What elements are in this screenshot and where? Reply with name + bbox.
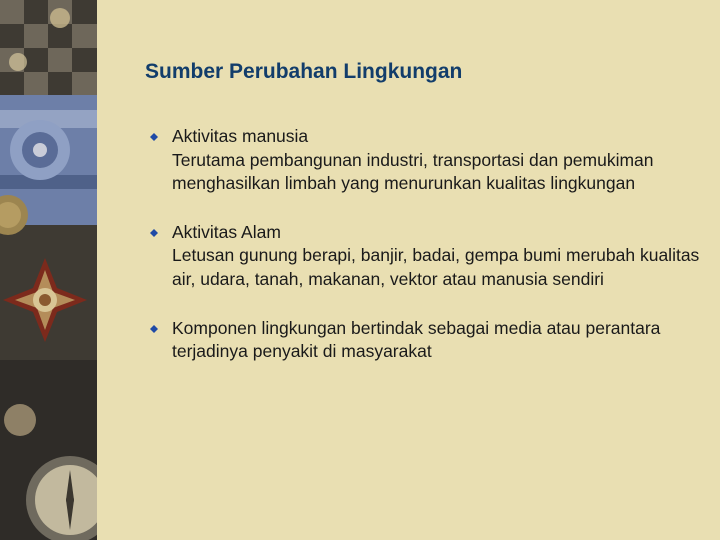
bullet-heading: Komponen lingkungan bertindak sebagai media atau perantara terjadinya penyakit di masyarakat	[172, 317, 661, 362]
bullet-heading: Aktivitas Alam	[172, 221, 281, 242]
bullet-body: Letusan gunung berapi, banjir, badai, gempa bumi merubah kualitas air, udara, tanah, makanan, vektor atau manusia sendiri	[172, 245, 700, 289]
bullet-body: Terutama pembangunan industri, transportasi dan pemukiman menghasilkan limbah yang menurunkan kualitas lingkungan	[172, 149, 654, 194]
bullet-item-aktivitas-manusia	[145, 125, 705, 196]
diamond-bullet-icon	[150, 229, 158, 237]
bullet-item-komponen-lingkungan	[145, 317, 705, 364]
diamond-bullet-icon	[150, 133, 158, 141]
bullet-list	[145, 125, 705, 364]
bullet-heading: Aktivitas manusia	[172, 126, 309, 146]
diamond-bullet-icon	[150, 325, 158, 333]
slide-title: Sumber Perubahan Lingkungan	[145, 60, 463, 83]
bullet-item-aktivitas-alam	[145, 221, 705, 292]
medal-collage-image	[0, 0, 97, 540]
decorative-side-image	[0, 0, 97, 540]
slide	[97, 0, 720, 540]
